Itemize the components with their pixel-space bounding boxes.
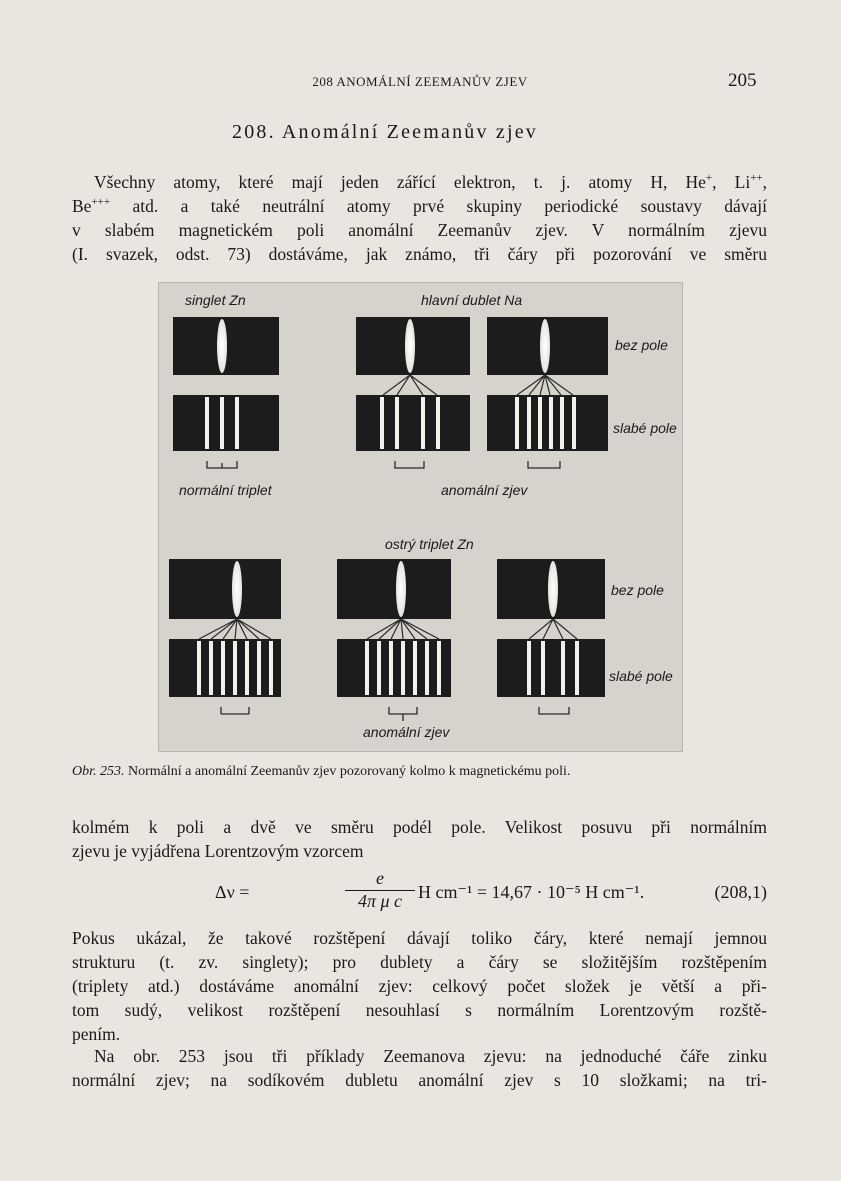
label-no-field-2: bez pole (611, 582, 664, 598)
figure-caption-text: Normální a anomální Zeemanův zjev pozorovaný kolmo k magnetickému poli. (124, 764, 571, 779)
label-anomalous-1: anomální zjev (441, 482, 528, 498)
paragraph-intro (72, 170, 767, 266)
figure-caption (72, 764, 767, 780)
paragraph-line: v slabém magnetickém poli anomální Zeemanův zjev. V normálním zjevu (72, 220, 767, 240)
label-weak-field-2: slabé pole (609, 668, 673, 684)
panel-na-d2-weakfield (487, 395, 608, 451)
paragraph-line: Pokus ukázal, že takové rozštěpení dávají toliko čáry, které nemají jemnou (72, 928, 767, 948)
panel-zn-weakfield (173, 395, 279, 451)
paragraph-continuation (72, 815, 767, 863)
equation-lorentz (72, 868, 767, 918)
paragraph-line: Be+++ atd. a také neutrální atomy prvé skupiny periodické soustavy dávají (72, 196, 767, 216)
equation-fraction (345, 868, 415, 912)
label-singlet-zn: singlet Zn (185, 292, 246, 308)
paragraph-line: zjevu je vyjádřena Lorentzovým vzorcem (72, 841, 364, 861)
spectral-line (217, 319, 227, 373)
paragraph-line: Na obr. 253 jsou tři příklady Zeemanova zjevu: na jednoduché čáře zinku (94, 1046, 767, 1066)
label-normal-triplet: normální triplet (179, 482, 272, 498)
paragraph-line: strukturu (t. zv. singlety); pro dublety a čáry se složitějším rozštěpením (72, 952, 767, 972)
section-title: 208. Anomální Zeemanův zjev (232, 121, 539, 143)
label-sharp-triplet-zn: ostrý triplet Zn (385, 536, 474, 552)
paragraph-line: Všechny atomy, které mají jeden zářící elektron, t. j. atomy H, He+, Li++, (94, 172, 767, 192)
panel-na-d1-weakfield (356, 395, 470, 451)
paragraph-line: kolmém k poli a dvě ve směru podél pole. Velikost posuvu při normálním (72, 817, 767, 837)
spectral-line (405, 319, 415, 373)
label-no-field-1: bez pole (615, 337, 668, 353)
equation-denominator: 4π μ c (357, 891, 403, 911)
paragraph-examples (72, 1044, 767, 1092)
label-anomalous-2: anomální zjev (363, 724, 450, 740)
paragraph-line: normální zjev; na sodíkovém dubletu anomální zjev s 10 složkami; na tri- (72, 1070, 767, 1090)
panel-zn-triplet2-weakfield (337, 639, 451, 697)
paragraph-line: (I. svazek, odst. 73) dostáváme, jak známo, tři čáry při pozorování ve směru (72, 244, 767, 264)
paragraph-line: pením. (72, 1024, 121, 1044)
paragraph-line: tom sudý, velikost rozštěpení nesouhlasí s normálním Lorentzovým rozště- (72, 1000, 767, 1020)
panel-zn-triplet2-nofield (337, 559, 451, 619)
page-number: 205 (728, 70, 757, 91)
spectral-line (540, 319, 550, 373)
panel-zn-triplet3-weakfield (497, 639, 605, 697)
paragraph-line: (triplety atd.) dostáváme anomální zjev: celkový počet složek je větší a při- (72, 976, 767, 996)
panel-zn-triplet1-nofield (169, 559, 281, 619)
label-main-doublet-na: hlavní dublet Na (421, 292, 523, 308)
figure-number: Obr. 253. (72, 764, 125, 779)
label-weak-field-1: slabé pole (613, 420, 677, 436)
zeeman-spectra-svg (159, 283, 682, 751)
equation-number: (208,1) (714, 882, 767, 902)
running-head: 208 ANOMÁLNÍ ZEEMANŮV ZJEV (312, 74, 528, 89)
equation-lhs: Δν = (215, 882, 250, 902)
equation-numerator: e (376, 868, 384, 888)
zeeman-figure (158, 282, 683, 752)
paragraph-experiment (72, 926, 767, 1046)
spectral-line (548, 561, 558, 617)
spectral-line (232, 561, 242, 617)
spectral-line (396, 561, 406, 617)
equation-rhs: H cm⁻¹ = 14,67 · 10⁻⁵ H cm⁻¹. (418, 882, 645, 902)
